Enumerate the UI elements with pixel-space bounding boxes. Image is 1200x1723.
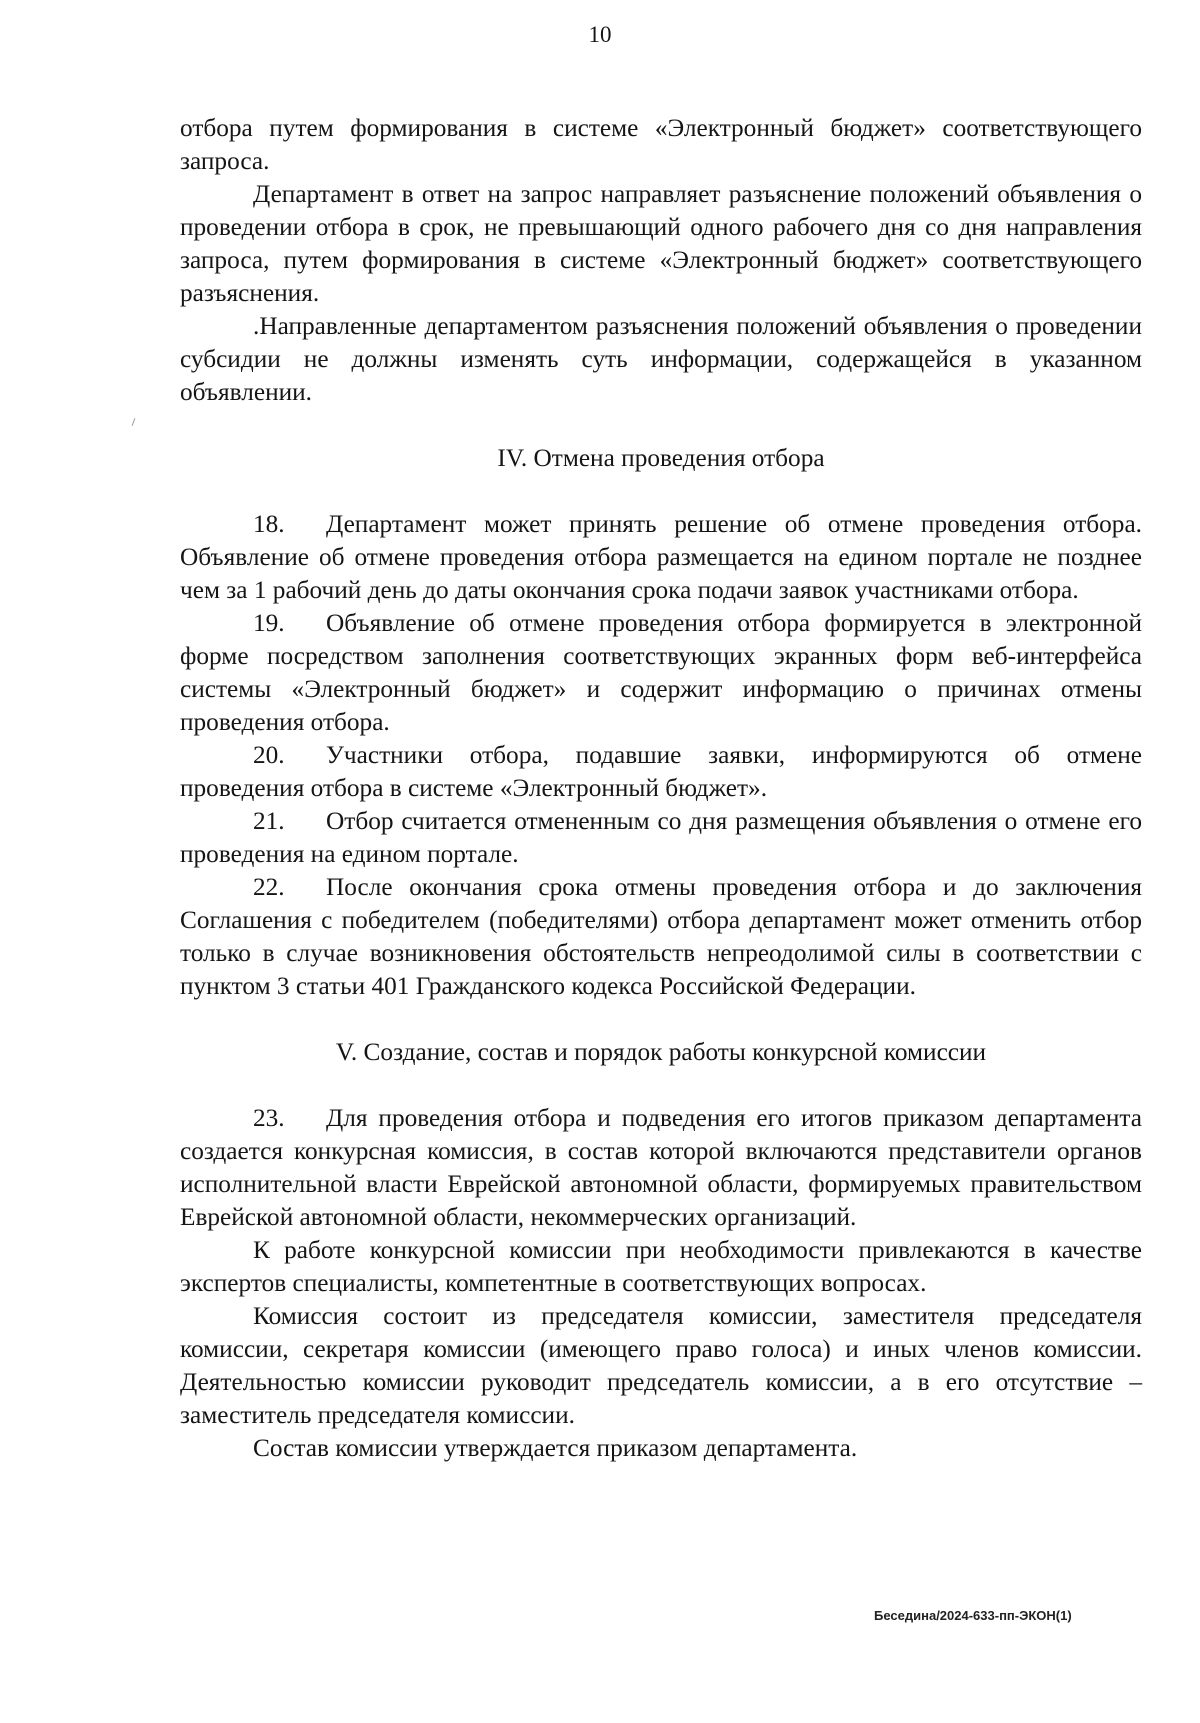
clause-text: Для проведения отбора и подведения его итогов приказом департамента создается конкурсная комиссия, в состав которой включаются представители органов исполнительной власти Еврейской автономной области, формируемых правительством Еврейской автономной области, некоммерческих организаций.	[180, 1104, 1142, 1231]
clause-21	[180, 805, 1142, 871]
clause-22	[180, 871, 1142, 1003]
clause-18	[180, 508, 1142, 607]
clause-text: Департамент может принять решение об отмене проведения отбора. Объявление об отмене проведения отбора размещается на едином портале не позднее чем за 1 рабочий день до даты окончания срока подачи заявок участниками отбора.	[180, 510, 1142, 604]
paragraph-intro-3: .Направленные департаментом разъяснения положений объявления о проведении субсидии не должны изменять суть информации, содержащейся в указанном объявлении.	[180, 312, 1142, 406]
section-heading-v: V. Создание, состав и порядок работы конкурсной комиссии	[335, 1038, 987, 1066]
clause-23	[180, 1102, 1142, 1234]
clause-text: Участники отбора, подавшие заявки, информируются об отмене проведения отбора в системе «Электронный бюджет».	[180, 741, 1142, 802]
clause-number: 18.	[253, 510, 285, 538]
paragraph-commission-structure: Комиссия состоит из председателя комиссии, заместителя председателя комиссии, секретаря комиссии (имеющего право голоса) и иных членов комиссии. Деятельностью комиссии руководит председатель комиссии, а в его отсутствие – заместитель председателя комиссии.	[180, 1302, 1142, 1429]
document-code: Беседина/2024-633-пп-ЭКОН(1)	[874, 1608, 1072, 1623]
clause-number: 19.	[253, 609, 285, 637]
clause-number: 21.	[253, 807, 285, 835]
clause-19	[180, 607, 1142, 739]
page-number: 10	[588, 22, 612, 47]
section-heading-iv: IV. Отмена проведения отбора	[497, 444, 825, 472]
paragraph-commission-approval: Состав комиссии утверждается приказом департамента.	[253, 1434, 858, 1462]
paragraph-intro-2: Департамент в ответ на запрос направляет разъяснение положений объявления о проведении отбора в срок, не превышающий одного рабочего дня со дня направления запроса, путем формирования в системе «Электронный бюджет» соответствующего разъяснения.	[180, 180, 1142, 307]
clause-text: После окончания срока отмены проведения отбора и до заключения Соглашения с победителем (победителями) отбора департамент может отменить отбор только в случае возникновения обстоятельств непреодолимой силы в соответствии с пунктом 3 статьи 401 Гражданского кодекса Российской Федерации.	[180, 873, 1142, 1000]
clause-number: 23.	[253, 1104, 285, 1132]
clause-text: Отбор считается отмененным со дня размещения объявления о отмене его проведения на едином портале.	[180, 807, 1142, 868]
paragraph-experts: К работе конкурсной комиссии при необходимости привлекаются в качестве экспертов специалисты, компетентные в соответствующих вопросах.	[180, 1236, 1142, 1297]
clause-20	[180, 739, 1142, 805]
document-body	[180, 112, 1142, 1465]
clause-number: 22.	[253, 873, 285, 901]
paragraph-intro-1: отбора путем формирования в системе «Электронный бюджет» соответствующего запроса.	[180, 114, 1142, 175]
clause-text: Объявление об отмене проведения отбора формируется в электронной форме посредством заполнения соответствующих экранных форм веб-интерфейса системы «Электронный бюджет» и содержит информацию о причинах отмены проведения отбора.	[180, 609, 1142, 736]
scan-mark	[132, 418, 136, 426]
clause-number: 20.	[253, 741, 285, 769]
